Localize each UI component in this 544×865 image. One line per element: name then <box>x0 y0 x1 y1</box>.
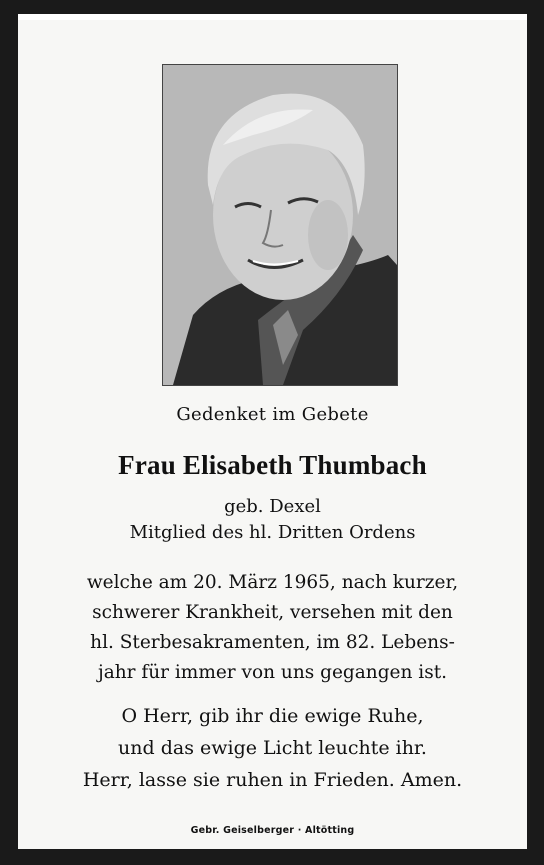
portrait-illustration <box>163 65 397 385</box>
memorial-text-line: jahr für immer von uns gegangen ist. <box>97 662 448 683</box>
prayer-line: Herr, lasse sie ruhen in Frieden. Amen. <box>82 769 463 791</box>
prayer-line: und das ewige Licht leuchte ihr. <box>118 737 427 759</box>
memorial-card <box>18 14 527 849</box>
prayer-line: O Herr, gib ihr die ewige Ruhe, <box>121 705 424 727</box>
portrait-photo <box>162 64 398 386</box>
prayer-text <box>18 700 527 796</box>
printer-imprint: Gebr. Geiselberger · Altötting <box>190 825 355 836</box>
memorial-text-line: welche am 20. März 1965, nach kurzer, <box>86 572 459 593</box>
maiden-name: geb. Dexel <box>224 496 321 517</box>
deceased-name: Frau Elisabeth Thumbach <box>118 450 427 480</box>
memorial-text-line: schwerer Krankheit, versehen mit den <box>92 602 453 623</box>
memorial-text-line: hl. Sterbesakramenten, im 82. Lebens- <box>90 632 455 653</box>
memorial-text <box>18 568 527 688</box>
memorial-heading: Gedenket im Gebete <box>176 404 369 425</box>
membership-line: Mitglied des hl. Dritten Ordens <box>129 522 416 543</box>
